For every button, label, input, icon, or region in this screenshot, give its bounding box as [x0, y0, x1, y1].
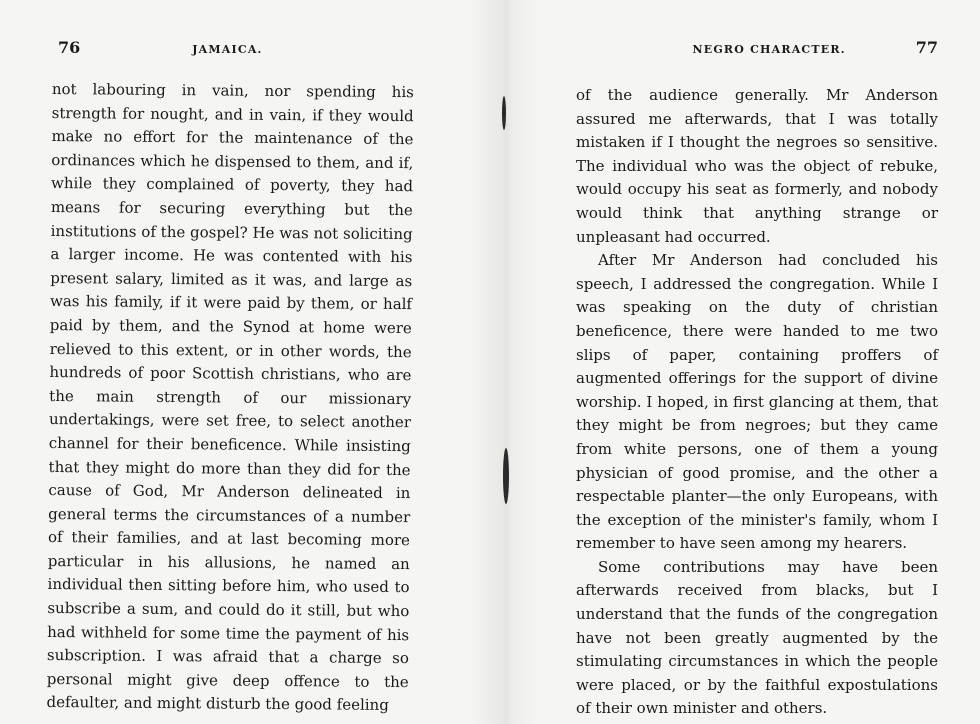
running-head: JAMAICA. [192, 43, 263, 56]
running-head: NEGRO CHARACTER. [692, 43, 846, 56]
gutter-mark [502, 96, 506, 130]
left-page-header [58, 38, 414, 60]
gutter-mark [503, 448, 509, 504]
page-number: 76 [58, 38, 81, 57]
paragraph: After Mr Anderson had concluded his speech, I addressed the congregation. While I was speaking on the duty of christian beneficence, there were handed to me two slips of paper, containing proffers of augmented offerings for the support of divine worship. I hoped, in first glancing at them, that they might be from negroes; but they came from white persons, one of them a young physician of good promise, and the other a respectable planter—the only Europeans, with the exception of the minister's family, whom I remember to have seen among my hearers. [576, 251, 938, 553]
right-page [510, 0, 980, 724]
left-page [0, 0, 470, 724]
right-page-header [608, 38, 938, 60]
paragraph: Some contributions may have been afterwards received from blacks, but I understand that the funds of the congregation have not been greatly augmented by the stimulating circumstances in which the people were placed, or by the faithful expostulations of their own minister and others. [576, 557, 938, 718]
page-number: 77 [915, 38, 938, 57]
left-page-body [46, 78, 414, 718]
paragraph: of the audience generally. Mr Anderson assured me afterwards, that I was totally mistaken if I thought the negroes so sensitive. The individual who was the object of rebuke, would occupy his seat as formerly, and nobody would think that anything strange or unpleasant had occurred. [576, 86, 938, 246]
paragraph: not labouring in vain, nor spending his strength for nought, and in vain, if they would make no effort for the maintenance of the ordinances which he dispensed to them, and if, while they complained of poverty, they had means for securing everything but the institutions of the gospel? He was not soliciting a larger income. He was contented with his present salary, limited as it was, and large as was his family, if it were paid by them, or half paid by them, and the Synod at home were relieved to this extent, or in other words, the hundreds of poor Scottish christians, who are the main strength of our missionary undertakings, were set free, to select another channel for their beneficence. While insisting that they might do more than they did for the cause of God, Mr Anderson delineated in general terms the circumstances of a number of their families, and at last becoming more particular in his allusions, he named an individual then sitting before him, who used to subscribe a sum, and could do it still, but who had withheld for some time the payment of his subscription. I was afraid that a charge so personal might give deep offence to the defaulter, and might disturb the good feeling [46, 79, 414, 715]
right-page-body [576, 84, 938, 721]
